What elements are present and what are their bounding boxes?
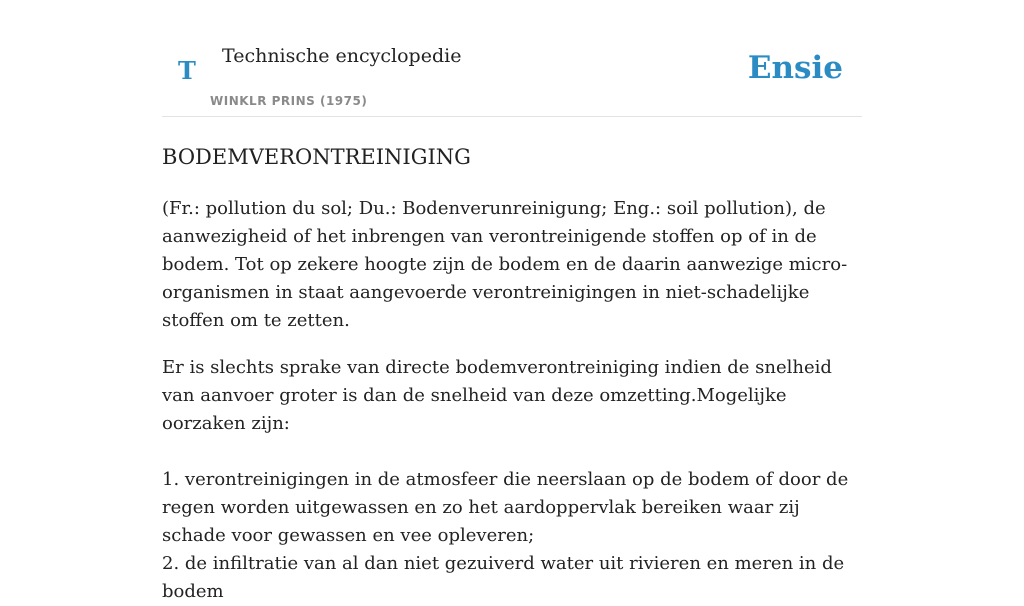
causes-list — [162, 466, 862, 606]
paragraph: (Fr.: pollution du sol; Du.: Bodenverunreinigung; Eng.: soil pollution), de aanwezigheid of het inbrengen van verontreinigende stoffen op of in de bodem. Tot op zekere hoogte zijn de bodem en de daarin aanwezige micro-organismen in staat aangevoerde verontreinigingen in niet-schadelijke stoffen om te zetten. — [162, 198, 848, 331]
source-label: WINKLR PRINS (1975) — [210, 94, 368, 108]
list-item: 1. verontreinigingen in de atmosfeer die neerslaan op de bodem of door de regen worden uitgewassen en zo het aardoppervlak bereiken waar zij schade voor gewassen en vee opleveren; — [162, 469, 849, 546]
paragraph: Er is slechts sprake van directe bodemverontreiniging indien de snelheid van aanvoer groter is dan de snelheid van deze omzetting.Mogelijke oorzaken zijn: — [162, 357, 832, 434]
page — [162, 0, 862, 606]
site-title[interactable]: Technische encyclopedie — [222, 45, 462, 67]
header — [162, 0, 862, 117]
brand-logo[interactable]: Ensie — [747, 50, 843, 86]
article-body — [162, 195, 862, 606]
article-title: BODEMVERONTREINIGING — [162, 145, 471, 169]
list-item: 2. de infiltratie van al dan niet gezuiverd water uit rivieren en meren in de bodem — [162, 553, 845, 602]
category-logo[interactable]: T — [178, 56, 196, 85]
